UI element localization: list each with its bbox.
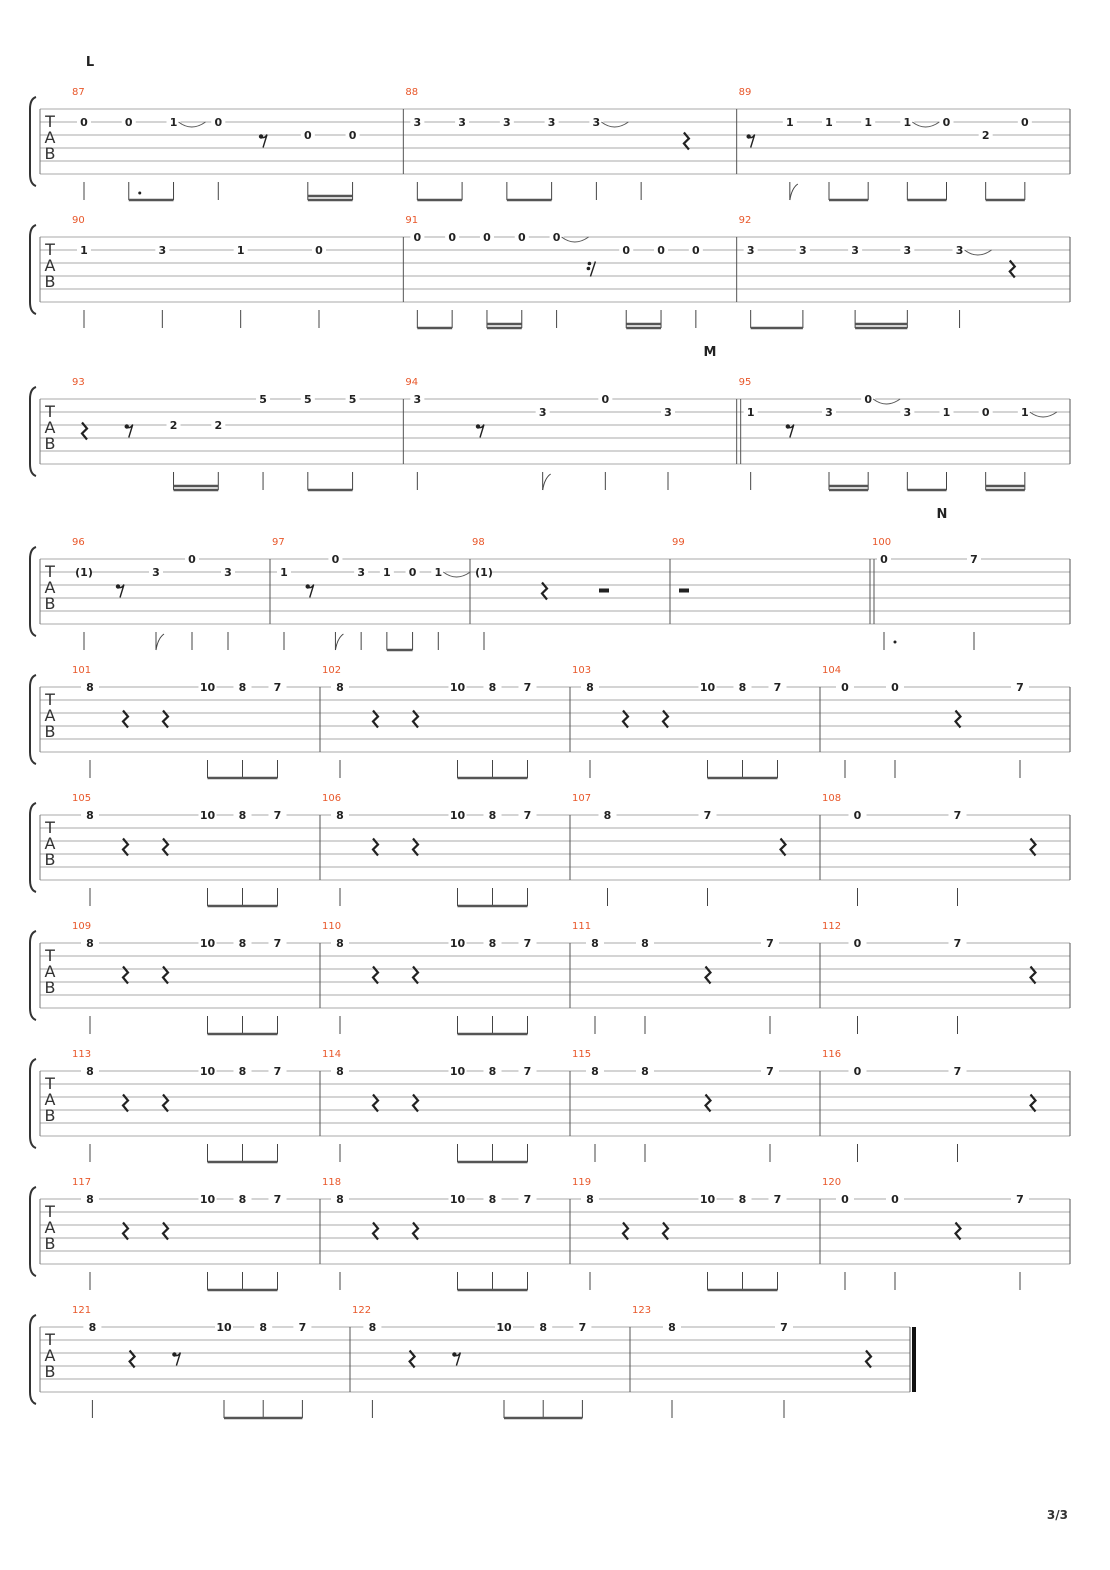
rehearsal-mark: N [936,507,948,522]
fret-number: 1 [236,244,245,257]
fret-number: 8 [368,1321,377,1334]
fret-number: 3 [413,116,422,129]
note-flag [790,184,798,200]
fret-number: 7 [523,937,532,950]
fret-number: 0 [188,553,196,566]
fret-number: 10 [449,1193,466,1206]
tab-clef-letter: B [44,1106,56,1125]
fret-number: 0 [448,231,456,244]
fret-number: 0 [1021,116,1029,129]
fret-number: 0 [315,244,323,257]
fret-number: 10 [699,681,716,694]
fret-number: 3 [357,566,365,579]
fret-number: 8 [591,1065,599,1078]
tab-clef-letter: T [45,690,55,709]
staff-brace [30,1187,36,1276]
measure-number: 110 [322,921,342,932]
fret-number: 0 [841,1193,849,1206]
fret-number: 0 [942,116,951,129]
measure-number: 92 [738,215,752,226]
fret-number: 7 [773,1193,782,1206]
tab-clef-letter: T [45,1330,55,1349]
measure-number: 117 [72,1177,92,1188]
fret-number: 0 [124,116,133,129]
fret-number: 1 [825,116,833,129]
fret-number: 8 [488,1193,497,1206]
measure-number: 106 [322,793,342,804]
tie [1030,412,1057,417]
measure-number: 109 [72,921,92,932]
measure-number: 90 [72,215,85,226]
staff-brace [30,387,36,476]
fret-number: 8 [238,681,247,694]
tab-clef-letter: A [44,418,56,437]
fret-number: 8 [336,809,344,822]
fret-number: 7 [1016,1193,1024,1206]
fret-number: 0 [891,681,899,694]
fret-number: 0 [80,116,88,129]
fret-number: 3 [825,406,833,419]
tab-clef-letter: A [44,1218,56,1237]
fret-number: 0 [552,231,561,244]
rehearsal-mark: L [85,55,95,70]
tab-clef-letter: T [45,946,55,965]
measure-number: 115 [572,1049,592,1060]
fret-number: 8 [336,681,344,694]
tab-clef-letter: A [44,256,56,275]
fret-number: 7 [703,809,712,822]
tab-clef-letter: T [45,1074,55,1093]
fret-number: 10 [449,1065,466,1078]
tab-clef-letter: B [44,434,56,453]
tie [912,122,939,127]
fret-number: 0 [408,566,417,579]
measure-number: 87 [72,87,85,98]
fret-number: 7 [523,681,532,694]
tab-clef-letter: A [44,834,56,853]
fret-number: 10 [199,1193,216,1206]
tab-clef-letter: T [45,1202,55,1221]
tab-clef-letter: A [44,706,56,725]
tab-clef-letter: T [45,818,55,837]
tab-clef-letter: B [44,850,56,869]
fret-number: 8 [488,681,497,694]
measure-number: 98 [472,537,485,548]
staff-brace [30,675,36,764]
fret-number: 1 [434,566,443,579]
measure-number: 121 [72,1305,92,1316]
measure-number: 120 [822,1177,842,1188]
fret-number: 3 [503,116,511,129]
fret-number: 7 [578,1321,587,1334]
tab-clef-letter: B [44,1234,56,1253]
fret-number: 7 [970,553,978,566]
sixteenth-rest [588,262,592,266]
measure-number: 114 [322,1049,342,1060]
measure-number: 94 [405,377,419,388]
tab-staff [30,387,1070,476]
fret-number: 7 [773,681,782,694]
fret-number: 8 [238,809,247,822]
sixteenth-rest [587,267,591,271]
measure-number: 108 [822,793,842,804]
fret-number: 3 [746,244,755,257]
tab-clef-letter: B [44,978,56,997]
fret-number: 8 [238,1065,247,1078]
tab-staff [30,97,1070,186]
measure-number: 97 [272,537,285,548]
fret-number: 3 [592,116,601,129]
measure-number: 88 [405,87,419,98]
fret-number: 10 [199,937,216,950]
measure-number: 89 [738,87,752,98]
tab-staff [30,931,1070,1020]
fret-number: 10 [199,681,216,694]
note-flag [335,634,343,650]
tie [443,572,470,577]
fret-number: 0 [880,553,888,566]
tie [562,237,589,242]
fret-number: 1 [280,566,288,579]
fret-number: 0 [517,231,526,244]
measure-number: 103 [572,665,592,676]
fret-number: 8 [86,809,94,822]
fret-number: 2 [214,419,223,432]
tab-clef-letter: T [45,402,55,421]
tie [965,250,992,255]
fret-number: 1 [903,116,912,129]
staff-brace [30,225,36,314]
tab-clef-letter: A [44,1346,56,1365]
fret-number: 8 [641,937,649,950]
tie [873,399,900,404]
staff-brace [30,1315,36,1404]
tie [601,122,628,127]
fret-number: 8 [488,809,497,822]
fret-number: 3 [851,244,859,257]
fret-number: 1 [864,116,872,129]
fret-number: 7 [953,1065,962,1078]
staff-brace [30,931,36,1020]
measure-number: 91 [405,215,419,226]
measure-number: 118 [322,1177,342,1188]
fret-number: 8 [86,1065,94,1078]
tab-staff [30,1059,1070,1148]
tab-clef-letter: T [45,112,55,131]
fret-number: 3 [458,116,466,129]
tab-staff [30,803,1070,892]
staff-brace [30,803,36,892]
fret-number: 3 [152,566,160,579]
tab-clef-letter: B [44,722,56,741]
fret-number: 0 [303,129,312,142]
fret-number: 7 [273,937,282,950]
tab-clef-letter: B [44,594,56,613]
fret-number: 0 [413,231,422,244]
fret-number: 0 [214,116,223,129]
fret-number: 3 [799,244,807,257]
fret-number: 7 [523,1193,532,1206]
fret-number: 7 [273,1065,282,1078]
fret-number: (1) [475,566,493,579]
tab-clef-letter: T [45,562,55,581]
tie [179,122,206,127]
rhythm-dot [138,192,141,195]
fret-number: 10 [449,937,466,950]
fret-number: 10 [496,1321,512,1334]
rehearsal-mark: M [703,345,717,360]
fret-number: 3 [538,406,547,419]
fret-number: 5 [259,393,267,406]
fret-number: 3 [547,116,556,129]
fret-number: 5 [348,393,357,406]
tab-clef-letter: A [44,128,56,147]
fret-number: 8 [488,1065,497,1078]
measure-number: 112 [822,921,842,932]
fret-number: 7 [523,809,532,822]
fret-number: 0 [853,937,862,950]
tab-staff [30,675,1070,764]
fret-number: 10 [449,809,466,822]
measure-number: 101 [72,665,92,676]
fret-number: 2 [169,419,178,432]
fret-number: 0 [657,244,665,257]
fret-number: 0 [692,244,700,257]
fret-number: 7 [1016,681,1024,694]
fret-number: 10 [449,681,466,694]
fret-number: 5 [303,393,312,406]
note-flag [543,474,551,490]
tab-clef-letter: A [44,962,56,981]
fret-number: 1 [80,244,88,257]
fret-number: 8 [336,1193,344,1206]
fret-number: 0 [891,1193,899,1206]
fret-number: 3 [158,244,167,257]
fret-number: 0 [841,681,849,694]
fret-number: 7 [273,1193,282,1206]
fret-number: 0 [331,553,340,566]
page-number: 3/3 [1046,1508,1068,1522]
measure-number: 104 [822,665,842,676]
fret-number: 8 [603,809,612,822]
fret-number: 1 [786,116,794,129]
fret-number: 0 [483,231,491,244]
fret-number: 7 [523,1065,532,1078]
staff-brace [30,1059,36,1148]
fret-number: (1) [75,566,93,579]
fret-number: 3 [413,393,422,406]
fret-number: 3 [664,406,672,419]
fret-number: 3 [903,406,912,419]
measure-number: 93 [72,377,85,388]
fret-number: 3 [955,244,964,257]
note-flag [156,634,164,650]
fret-number: 1 [746,406,755,419]
fret-number: 1 [1021,406,1029,419]
measure-number: 105 [72,793,92,804]
fret-number: 7 [273,681,282,694]
fret-number: 8 [668,1321,676,1334]
fret-number: 7 [780,1321,788,1334]
fret-number: 7 [953,809,962,822]
tab-clef-letter: B [44,272,56,291]
fret-number: 1 [383,566,391,579]
measure-number: 100 [872,537,892,548]
fret-number: 8 [539,1321,548,1334]
tab-clef-letter: B [44,1362,56,1381]
measure-number: 102 [322,665,342,676]
half-rest [679,589,689,593]
fret-number: 1 [169,116,178,129]
measure-number: 122 [352,1305,372,1316]
staff-brace [30,547,36,636]
fret-number: 10 [699,1193,716,1206]
fret-number: 7 [273,809,282,822]
fret-number: 8 [238,1193,247,1206]
measure-number: 99 [672,537,685,548]
half-rest [599,589,609,593]
fret-number: 8 [86,1193,94,1206]
fret-number: 7 [766,1065,774,1078]
measure-number: 107 [572,793,592,804]
fret-number: 8 [336,1065,344,1078]
fret-number: 1 [942,406,951,419]
fret-number: 10 [199,1065,216,1078]
rhythm-dot [894,641,897,644]
fret-number: 0 [981,406,990,419]
fret-number: 10 [216,1321,232,1334]
fret-number: 0 [622,244,631,257]
measure-number: 111 [572,921,592,932]
measure-number: 116 [822,1049,842,1060]
measure-number: 119 [572,1177,592,1188]
staff-brace [30,97,36,186]
fret-number: 8 [86,937,94,950]
fret-number: 8 [238,937,247,950]
fret-number: 3 [903,244,912,257]
fret-number: 8 [591,937,599,950]
fret-number: 0 [864,393,872,406]
fret-number: 8 [336,937,344,950]
tab-clef-letter: A [44,578,56,597]
measure-number: 95 [738,377,752,388]
fret-number: 7 [766,937,774,950]
fret-number: 8 [259,1321,268,1334]
tab-staff [30,1187,1070,1276]
measure-number: 113 [72,1049,92,1060]
fret-number: 2 [981,129,990,142]
fret-number: 3 [224,566,232,579]
fret-number: 7 [953,937,962,950]
tab-clef-letter: A [44,1090,56,1109]
measure-number: 96 [72,537,85,548]
fret-number: 0 [348,129,357,142]
fret-number: 8 [738,1193,747,1206]
fret-number: 8 [488,937,497,950]
tab-clef-letter: B [44,144,56,163]
measure-number: 123 [632,1305,652,1316]
fret-number: 8 [586,681,594,694]
fret-number: 8 [738,681,747,694]
fret-number: 0 [601,393,610,406]
tab-clef-letter: T [45,240,55,259]
fret-number: 8 [641,1065,649,1078]
fret-number: 7 [298,1321,307,1334]
fret-number: 8 [86,681,94,694]
fret-number: 0 [853,809,862,822]
fret-number: 8 [586,1193,594,1206]
fret-number: 8 [88,1321,97,1334]
fret-number: 0 [853,1065,862,1078]
fret-number: 10 [199,809,216,822]
